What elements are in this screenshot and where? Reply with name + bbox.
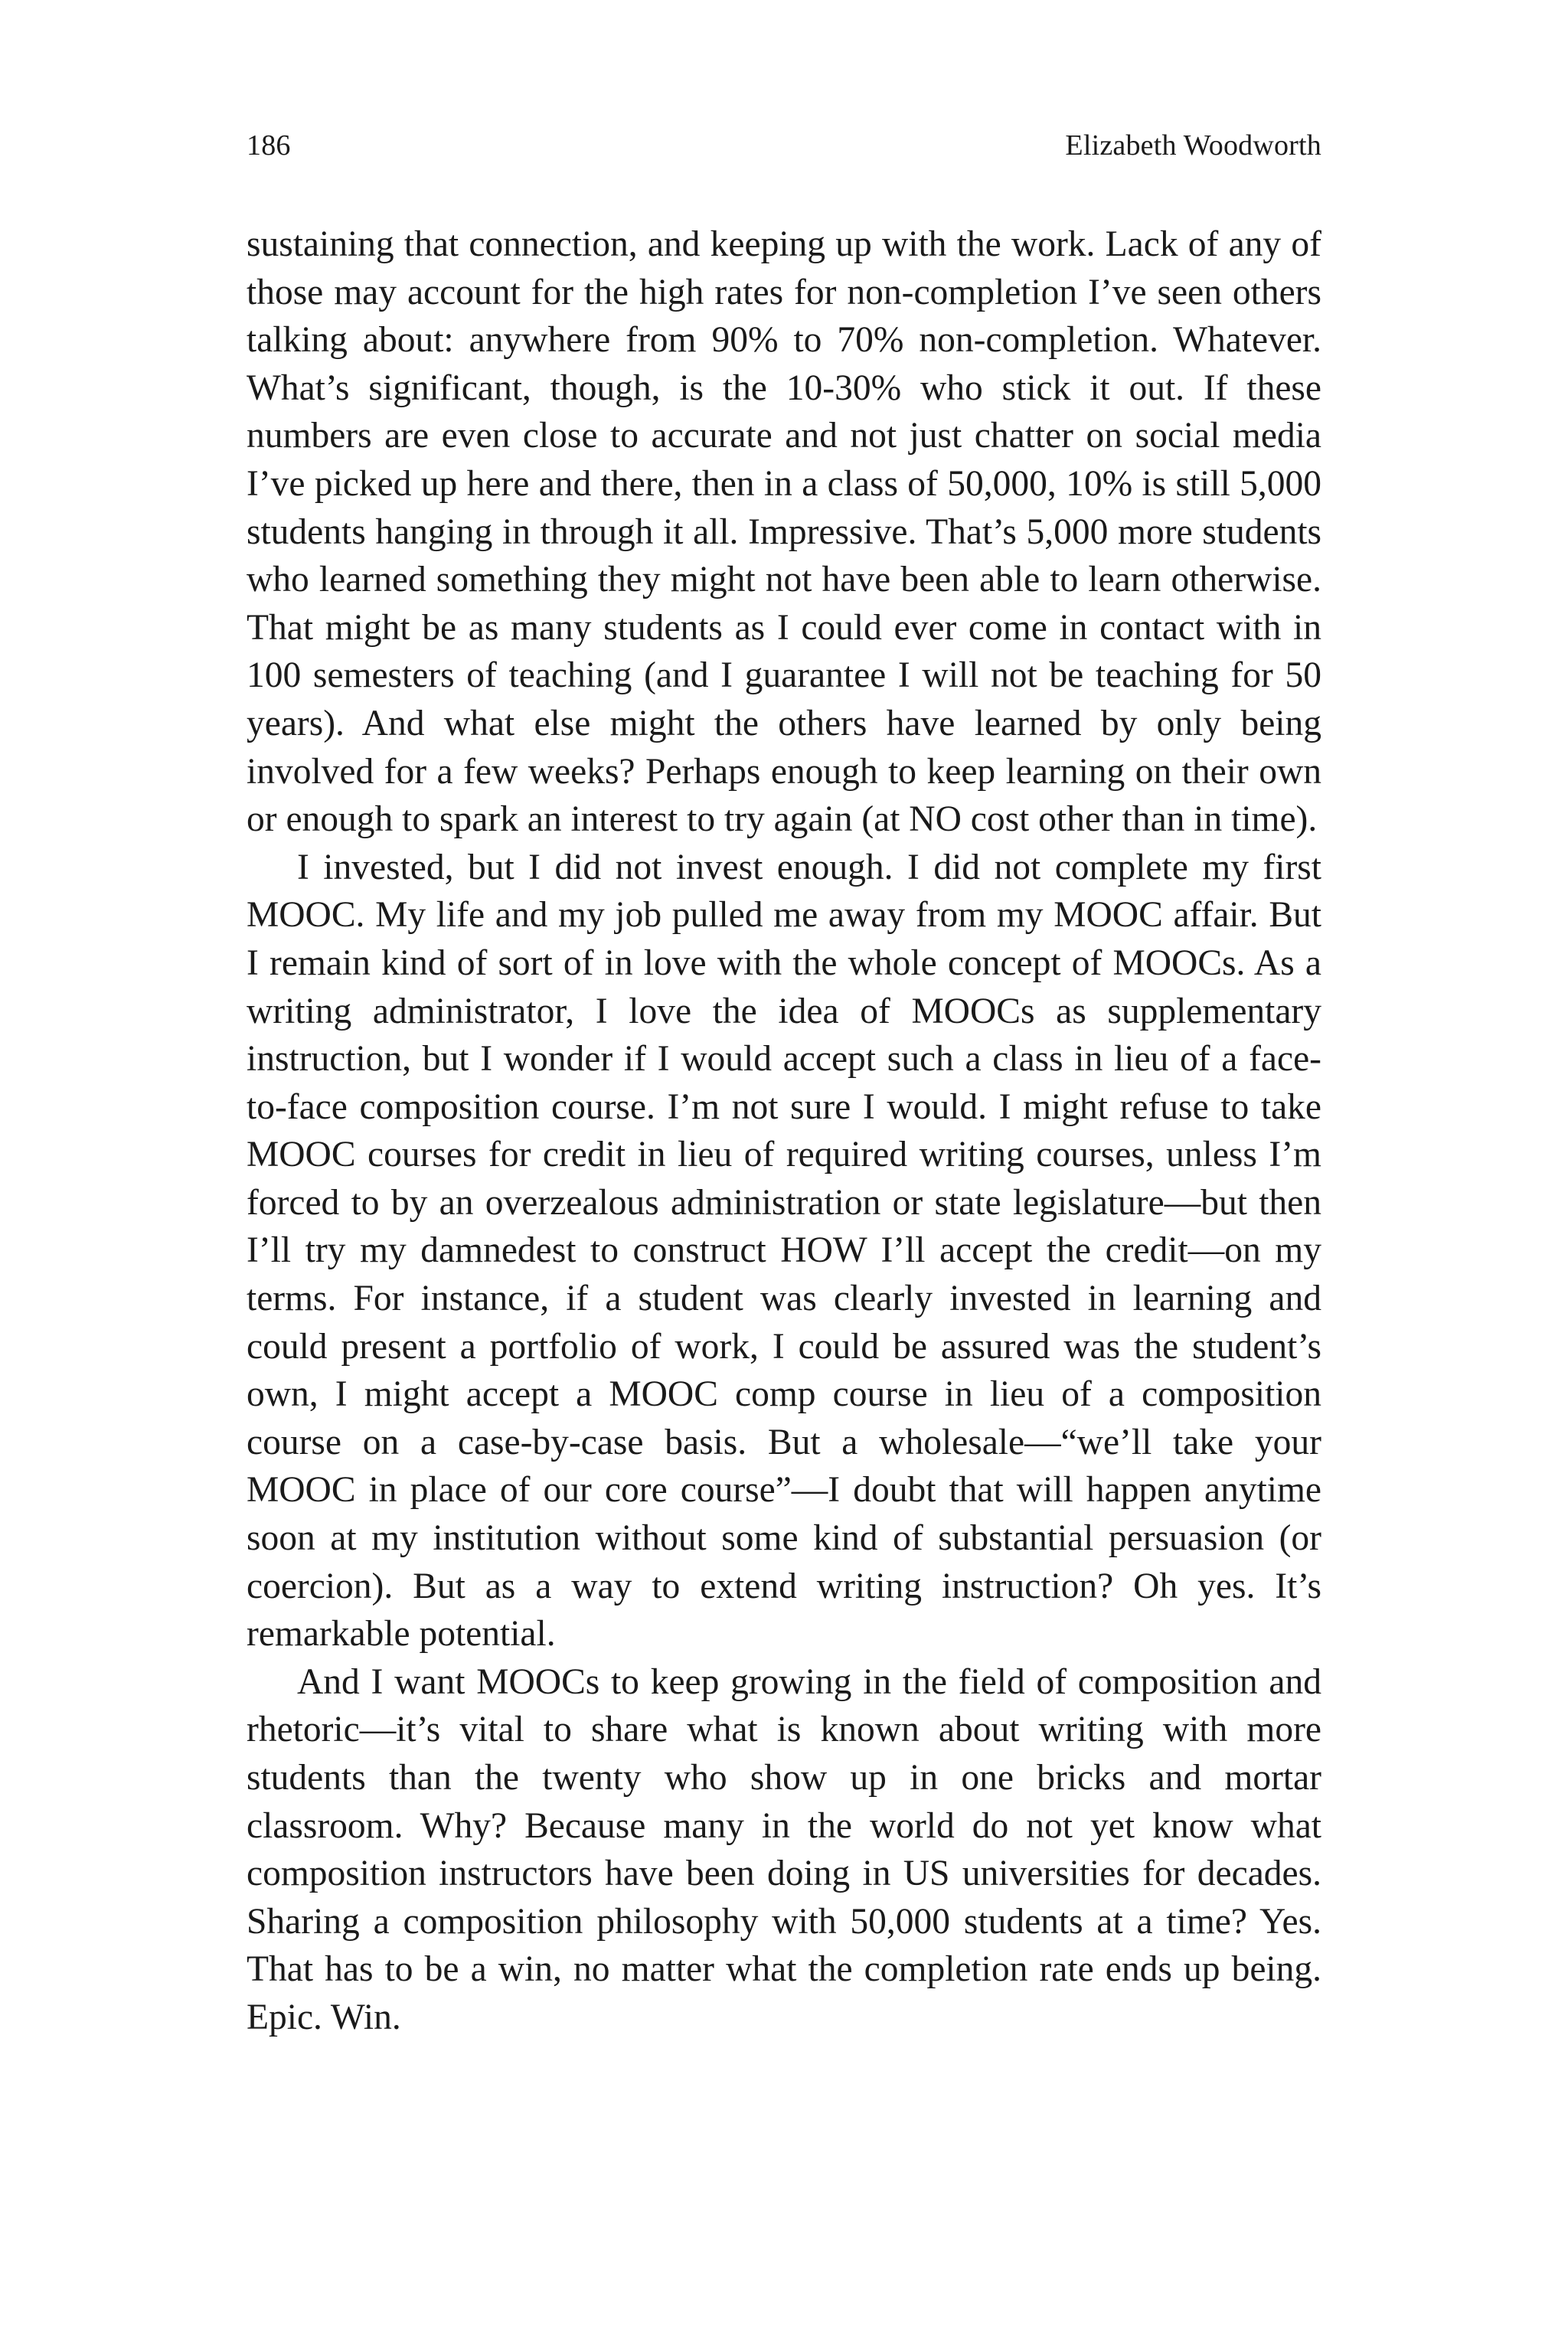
paragraph-moocs-growing: And I want MOOCs to keep growing in the field of composition and rhetoric—it’s vital to share what is known about writing with more students than the twenty who show up in one bricks and mortar classroom. Why? Because many in the world do not yet know what composition instructors have been doing in US universities for decades. Sharing a composition philosophy with 50,000 students at a time? Yes. That has to be a win, no matter what the completion rate ends up being. Epic. Win. [247, 1661, 1321, 2037]
page-number: 186 [247, 129, 291, 162]
running-head [247, 129, 1321, 172]
paragraph-continued: sustaining that connection, and keeping up with the work. Lack of any of those may account for the high rates for non-completion I’ve seen others talking about: anywhere from 90% to 70% non-completion. Whatever. What’s significant, though, is the 10-30% who stick it out. If these numbers are even close to accurate and not just chatter on social media I’ve picked up here and there, then in a class of 50,000, 10% is still 5,000 students hanging in through it all. Impressive. That’s 5,000 more students who learned something they might not have been able to learn otherwise. That might be as many students as I could ever come in contact with in 100 semesters of teaching (and I guarantee I will not be teaching for 50 years). And what else might the others have learned by only being involved for a few weeks? Perhaps enough to keep learning on their own or enough to spark an interest to try again (at NO cost other than in time). [247, 224, 1321, 840]
running-head-author: Elizabeth Woodworth [1065, 129, 1321, 162]
paragraph-invested: I invested, but I did not invest enough. I did not complete my first MOOC. My life and my job pulled me away from my MOOC affair. But I remain kind of sort of in love with the whole concept of MOOCs. As a writing administrator, I love the idea of MOOCs as supplementary instruction, but I wonder if I would accept such a class in lieu of a face-to-face composition course. I’m not sure I would. I might refuse to take MOOC courses for credit in lieu of required writing courses, unless I’m forced to by an overzealous administration or state legislature—but then I’ll try my damnedest to construct HOW I’ll accept the credit—on my terms. For instance, if a student was clearly invested in learning and could present a portfolio of work, I could be assured was the student’s own, I might accept a MOOC comp course in lieu of a composition course on a case-by-case basis. But a wholesale—“we’ll take your MOOC in place of our core course”—I doubt that will happen anytime soon at my institution without some kind of substantial persuasion (or coercion). But as a way to extend writing instruction? Oh yes. It’s remarkable potential. [247, 847, 1321, 1655]
body-text [247, 220, 1321, 2042]
